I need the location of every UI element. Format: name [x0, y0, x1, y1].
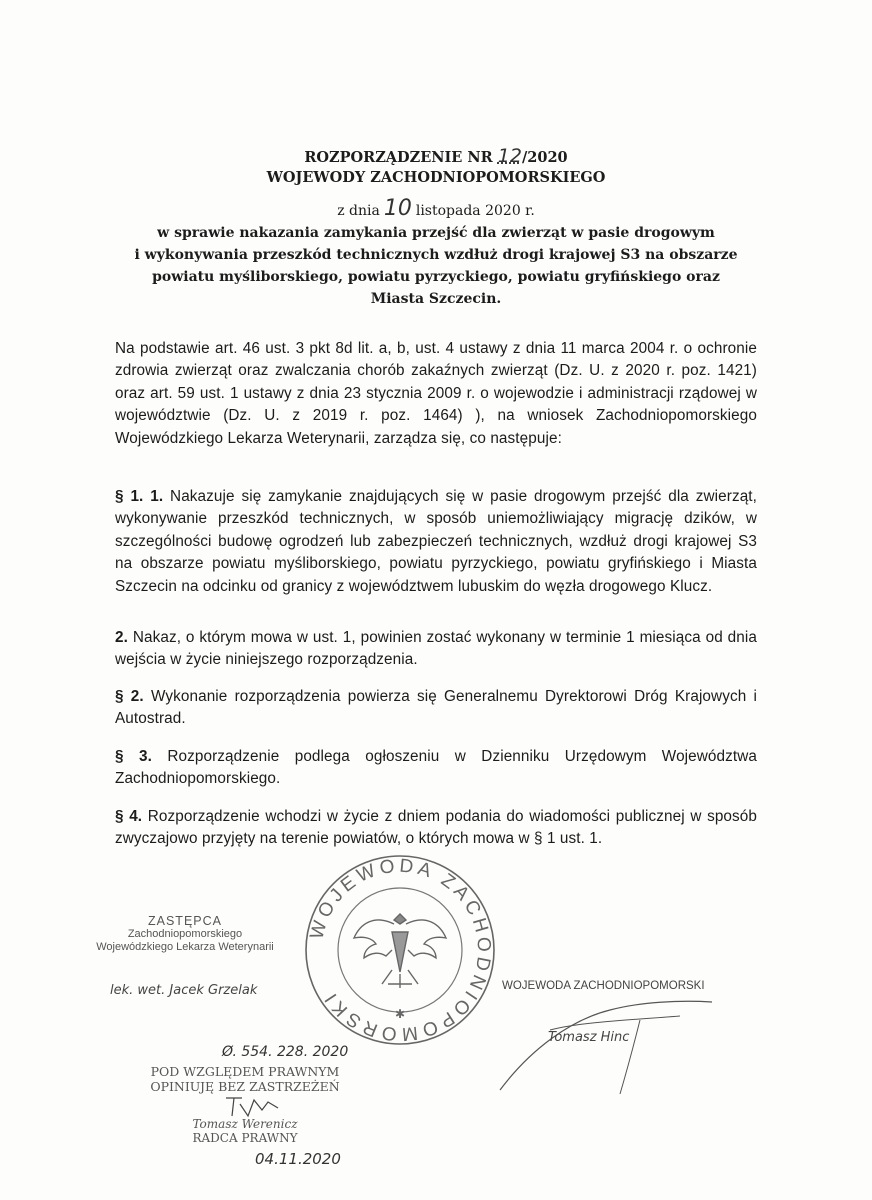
date-suffix: listopada 2020 r.: [415, 203, 535, 219]
counsel-role: RADCA PRAWNY: [192, 1131, 298, 1145]
section-3: [115, 746, 757, 791]
section-1-1: [115, 486, 757, 598]
legal-stamp-name: [155, 1117, 335, 1145]
seal-ring-text: WOJEWODA ZACHODNIOPOMORSKI: [306, 855, 495, 1045]
voivode-signature-scribble: [490, 990, 720, 1100]
issuing-authority: WOJEWODY ZACHODNIOPOMORSKIEGO: [266, 169, 606, 186]
title-prefix: ROZPORZĄDZENIE NR: [304, 149, 493, 166]
deputy-stamp-line: Wojewódzkiego Lekarza Weterynarii: [96, 941, 274, 953]
section-text: Rozporządzenie podlega ogłoszeniu w Dzienniku Urzędowym Województwa Zachodniopomorskiego.: [115, 748, 758, 788]
section-text: Rozporządzenie wchodzi w życie z dniem podania do wiadomości publicznej w sposób zwyczajowo przyjęty na terenie powiatów, o których mowa w § 1 ust. 1.: [115, 808, 758, 848]
voivode-name: Tomasz Hinc: [548, 1030, 630, 1045]
legal-stamp-date: 04.11.2020: [255, 1150, 341, 1168]
section-label: § 3.: [115, 748, 152, 765]
section-text: Wykonanie rozporządzenia powierza się Generalnemu Dyrektorowi Dróg Krajowych i Autostrad.: [115, 688, 757, 728]
deputy-stamp: [80, 915, 290, 954]
section-2: [115, 686, 757, 731]
official-round-seal: [302, 852, 498, 1048]
deputy-stamp-line: Zachodniopomorskiego: [127, 928, 243, 940]
legal-stamp-line: OPINIUJĘ BEZ ZASTRZEŻEŃ: [150, 1079, 340, 1094]
regulation-title: [0, 146, 872, 168]
title-year: /2020: [521, 149, 568, 166]
section-1-2: [115, 627, 757, 672]
regulation-subject: [90, 222, 782, 310]
deputy-stamp-line: ZASTĘPCA: [148, 914, 222, 928]
legal-reference-handwritten: Ø. 554. 228. 2020: [222, 1044, 349, 1060]
section-label: § 2.: [115, 688, 144, 705]
eagle-emblem-icon: [354, 914, 446, 988]
subject-line: Miasta Szczecin.: [370, 291, 502, 307]
preamble: Na podstawie art. 46 ust. 3 pkt 8d lit. a, b, ust. 4 ustawy z dnia 11 marca 2004 r. o ochronie zdrowia zwierząt oraz zwalczania chorób zakaźnych zwierząt (Dz. U. z 2020 r. poz. 1421) oraz art. 59 ust. 1 ustawy z dnia 23 stycznia 2009 r. o wojewodzie i administracji rządowej w województwie (Dz. U. z 2019 r. poz. 1464) ), na wniosek Zachodniopomorskiego Wojewódzkiego Lekarza Weterynarii, zarządza się, co następuje:: [115, 340, 757, 447]
section-label: § 4.: [115, 808, 143, 825]
deputy-signature: lek. wet. Jacek Grzelak: [110, 983, 258, 998]
regulation-number: 12: [497, 145, 522, 167]
subject-line: w sprawie nakazania zamykania przejść dla zwierząt w pasie drogowym: [157, 225, 715, 241]
section-text: Nakaz, o którym mowa w ust. 1, powinien zostać wykonany w terminie 1 miesiąca od dnia wejścia w życie niniejszego rozporządzenia.: [115, 629, 757, 669]
subject-line: powiatu myśliborskiego, powiatu pyrzyckiego, powiatu gryfińskiego oraz: [152, 269, 720, 285]
voivode-stamp-title: WOJEWODA ZACHODNIOPOMORSKI: [502, 980, 705, 992]
date-prefix: z dnia: [337, 203, 380, 219]
legal-stamp: [135, 1064, 355, 1094]
regulation-date: [0, 196, 872, 221]
section-text: Nakazuje się zamykanie znajdujących się w pasie drogowym przejść dla zwierząt, wykonywanie przeszkód technicznych, w sposób uniemożliwiający migrację dzików, w szczególności budowę ogrodzeń lub zabezpieczeń technicznych, wzdłuż drogi krajowej S3 na obszarze powiatu myśliborskiego, powiatu pyrzyckiego, powiatu gryfińskiego i Miasta Szczecin na odcinku od granicy z województwem lubuskim do węzła drogowego Klucz.: [115, 488, 758, 595]
legal-stamp-line: POD WZGLĘDEM PRAWNYM: [150, 1064, 340, 1079]
seal-star-icon: ✱: [394, 1007, 406, 1021]
counsel-name: Tomasz Werenicz: [192, 1117, 298, 1131]
subject-line: i wykonywania przeszkód technicznych wzdłuż drogi krajowej S3 na obszarze: [134, 247, 738, 263]
date-day: 10: [383, 196, 412, 221]
section-4: [115, 806, 757, 851]
section-label: § 1. 1.: [115, 488, 164, 505]
section-label: 2.: [115, 629, 128, 646]
